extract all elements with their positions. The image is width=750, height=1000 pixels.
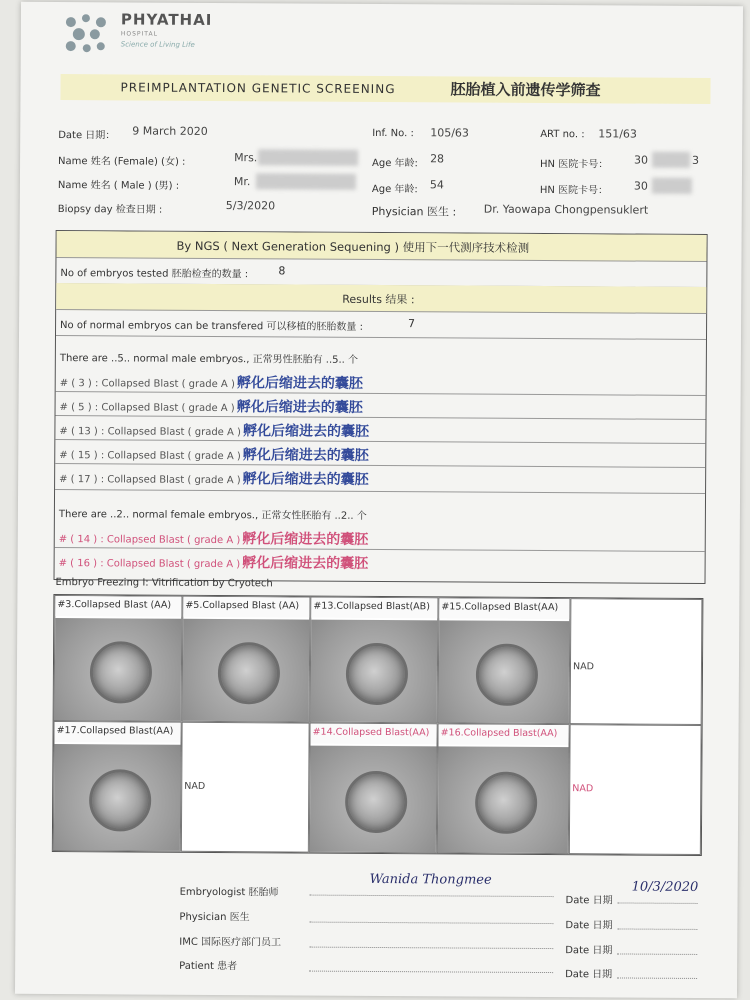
date-value: 9 March 2020: [132, 124, 208, 138]
date-signed: 10/3/2020: [631, 879, 699, 895]
date-label-4: Date 日期: [565, 969, 613, 981]
photo-cell-3: [54, 595, 183, 722]
biopsy-label: Biopsy day 检查日期 :: [57, 204, 163, 216]
hn-tail-1: 3: [692, 153, 700, 167]
female-name-value: Mrs.: [234, 151, 258, 165]
art-value: 151/63: [598, 127, 637, 141]
date-line: [617, 927, 697, 929]
photo-cell-15: [438, 597, 571, 724]
embryo-text-zh: 孵化后缩进去的囊胚: [242, 447, 369, 464]
male-embryo-13: [59, 419, 369, 441]
signature-line: [310, 894, 554, 897]
biopsy-value: 5/3/2020: [225, 199, 276, 213]
embryo-image-icon: [476, 644, 538, 706]
female-age-value: 28: [430, 152, 445, 166]
physician-label: Physician 医生 :: [371, 204, 457, 219]
photo-caption: #17.Collapsed Blast(AA): [55, 722, 181, 743]
embryo-text-zh: 孵化后缩进去的囊胚: [242, 471, 369, 488]
hn-label-1: HN 医院卡号：: [540, 158, 609, 171]
embryo-photo: [311, 620, 438, 723]
female-embryo-16: [59, 551, 369, 573]
embryo-text-zh: 孵化后缩进去的囊胚: [236, 399, 363, 416]
tested-value: 8: [278, 264, 286, 278]
report-page: [15, 2, 743, 998]
redacted-male-name: [256, 173, 356, 190]
method-text: By NGS ( Next Generation Sequening ) 使用下一代测序技术检测: [176, 238, 530, 255]
imc-label: IMC 国际医疗部门员工: [179, 936, 282, 949]
embryo-text-zh: 孵化后缩进去的囊胚: [236, 375, 363, 392]
photo-cell-13: [310, 597, 439, 724]
embryo-text-zh: 孵化后缩进去的囊胚: [242, 531, 369, 548]
photo-cell-5: [182, 596, 311, 723]
list-item: [55, 463, 705, 494]
embryo-text: # ( 14 ) : Collapsed Blast ( grade A ): [58, 534, 241, 547]
hn-label-2: HN 医院卡号：: [539, 184, 609, 197]
embryo-photo: [439, 620, 570, 723]
brand-name: PHYATHAI: [120, 10, 213, 29]
embryologist-signature: Wanida Thongmee: [369, 871, 492, 888]
nad-label: NAD: [572, 661, 594, 673]
embryo-image-icon: [90, 641, 152, 703]
embryo-image-icon: [89, 769, 151, 831]
nad-label: NAD: [572, 783, 594, 795]
normal-value: 7: [408, 317, 416, 331]
nad-label: NAD: [184, 780, 206, 792]
phyathai-logo-icon: [61, 12, 111, 56]
photo-cell-empty-2: [181, 722, 310, 853]
art-label: ART no. :: [540, 128, 585, 141]
date-label: Date 日期：: [58, 130, 116, 142]
date-label-3: Date 日期: [565, 945, 613, 957]
signature-line: [309, 921, 553, 924]
photo-caption: #16.Collapsed Blast(AA): [439, 724, 569, 745]
date-line: [617, 952, 697, 954]
embryo-text: # ( 5 ) : Collapsed Blast ( grade A ): [59, 402, 235, 415]
date-label-2: Date 日期: [565, 920, 613, 932]
patient-label: Patient 患者: [179, 960, 238, 973]
embryo-photo-grid: [52, 594, 704, 856]
embryo-text: # ( 13 ) : Collapsed Blast ( grade A ): [59, 426, 241, 439]
male-embryo-3: [60, 371, 363, 393]
male-summary: There are ..5.. normal male embryos., 正常男性胚胎有 ..5.. 个: [59, 353, 359, 366]
embryo-text: # ( 3 ) : Collapsed Blast ( grade A ): [59, 378, 235, 391]
date-line: [618, 901, 698, 903]
embryo-text-zh: 孵化后缩进去的囊胚: [242, 423, 370, 440]
results-label: Results 结果 :: [342, 292, 415, 307]
signature-line: [309, 970, 553, 973]
embryo-image-icon: [346, 643, 408, 705]
brand-tagline: Science of Living Life: [120, 40, 195, 49]
redacted-hn-2: [652, 178, 692, 194]
inf-value: 105/63: [430, 126, 469, 140]
photo-caption: #14.Collapsed Blast(AA): [311, 724, 437, 745]
embryologist-label: Embryologist 胚胎师: [179, 886, 279, 899]
male-embryo-17: [59, 467, 369, 489]
normal-label: No of normal embryos can be transfered 可以移植的胚胎数量 :: [60, 320, 364, 333]
redacted-female-name: [258, 149, 358, 166]
hn-value-2: 30: [633, 179, 648, 193]
embryo-photo: [310, 746, 437, 853]
female-name-label: Name 姓名 (Female) (女) :: [58, 156, 186, 168]
embryo-photo: [54, 744, 181, 851]
embryo-text: # ( 16 ) : Collapsed Blast ( grade A ): [58, 558, 241, 571]
male-name-label: Name 姓名 ( Male ) (男) :: [57, 180, 180, 192]
embryo-text-zh: 孵化后缩进去的囊胚: [242, 555, 369, 572]
male-embryo-5: [60, 395, 363, 417]
female-summary: There are ..2.. normal female embryos., 正常女性胚胎有 ..2.. 个: [58, 509, 367, 522]
embryo-image-icon: [345, 771, 407, 833]
hn-value-1: 30: [634, 153, 649, 167]
embryo-photo: [55, 618, 182, 721]
photo-cell-empty-3: [569, 724, 702, 855]
inf-label: Inf. No. :: [372, 127, 414, 140]
photo-cell-16: [437, 723, 570, 854]
embryo-text: # ( 15 ) : Collapsed Blast ( grade A ): [59, 450, 241, 463]
results-box: [54, 230, 708, 584]
male-name-value: Mr.: [233, 175, 251, 189]
female-age-label: Age 年龄:: [372, 157, 418, 170]
photo-cell-17: [53, 721, 182, 852]
physician-value: Dr. Yaowapa Chongpensuklert: [483, 202, 649, 217]
photo-caption: #15.Collapsed Blast(AA): [439, 598, 569, 619]
embryo-photo: [183, 619, 310, 722]
photo-caption: #5.Collapsed Blast (AA): [183, 597, 309, 618]
date-line: [617, 976, 697, 978]
title-english: PREIMPLANTATION GENETIC SCREENING: [120, 80, 396, 97]
tested-label: No of embryos tested 胚胎检查的数量 :: [60, 268, 249, 281]
photo-cell-14: [309, 723, 438, 854]
photo-cell-empty-1: [570, 598, 703, 725]
brand-sub: HOSPITAL: [120, 30, 158, 38]
redacted-hn-1: [652, 152, 690, 168]
physician-sign-label: Physician 医生: [179, 911, 250, 924]
embryo-text: # ( 17 ) : Collapsed Blast ( grade A ): [59, 474, 241, 487]
title-chinese: 胚胎植入前遗传学筛查: [450, 80, 601, 100]
embryo-image-icon: [475, 772, 537, 834]
photo-caption: #13.Collapsed Blast(AB): [311, 598, 437, 619]
freezing-title: Embryo Freezing I: Vitrification by Cryotech: [55, 577, 273, 590]
date-label-1: Date 日期: [565, 895, 613, 907]
signature-line: [309, 946, 553, 949]
photo-caption: #3.Collapsed Blast (AA): [55, 596, 181, 617]
normal-row: [56, 309, 706, 340]
male-age-label: Age 年龄:: [371, 183, 418, 196]
embryo-photo: [438, 746, 569, 853]
male-embryo-15: [59, 443, 369, 465]
embryo-image-icon: [218, 642, 280, 704]
male-age-value: 54: [429, 178, 444, 192]
female-embryo-14: [59, 527, 369, 549]
